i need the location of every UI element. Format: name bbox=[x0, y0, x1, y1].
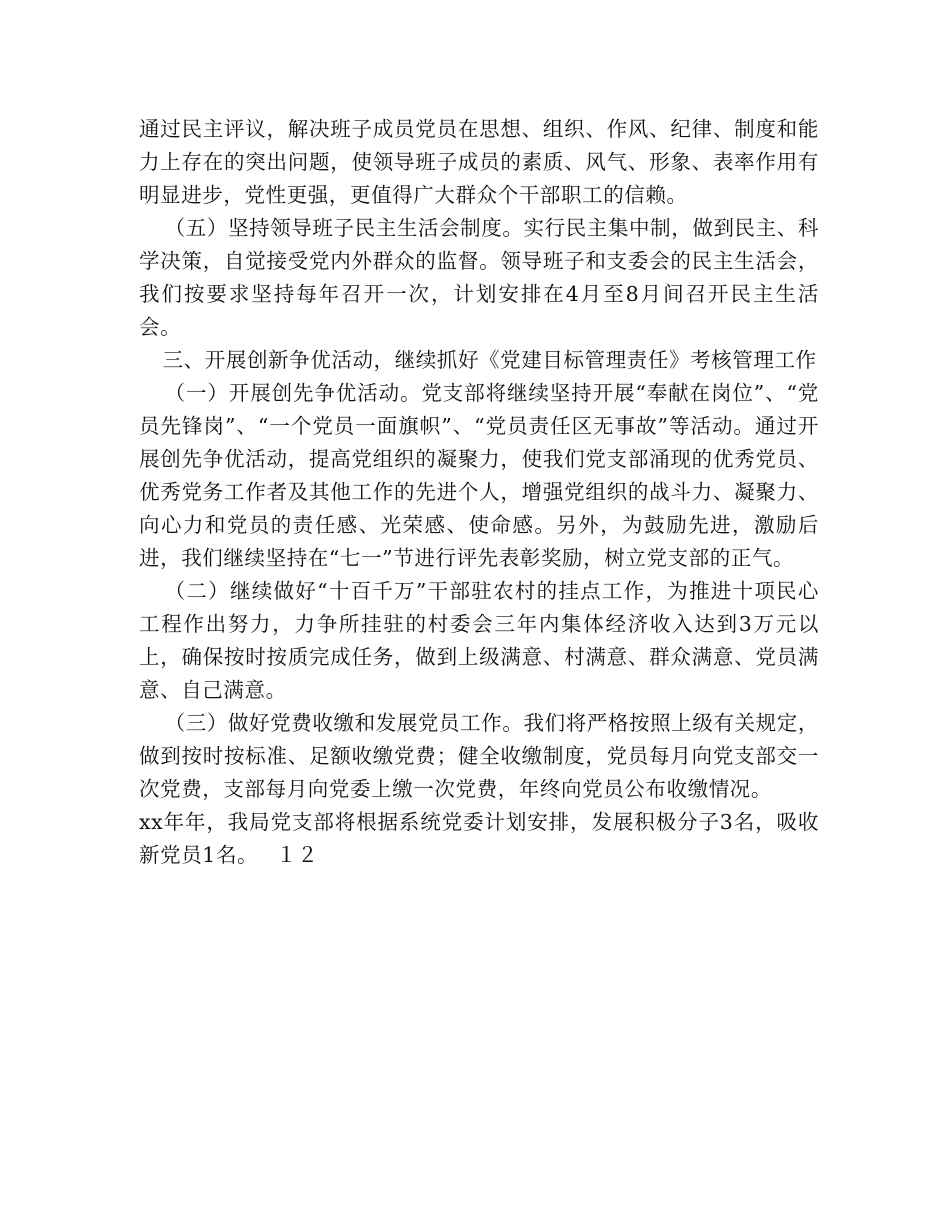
paragraph-item-two: （二）继续做好“十百千万”干部驻农村的挂点工作，为推进十项民心工程作出努力，力争所挂驻的村委会三年内集体经济收入达到3万元以上，确保按时按质完成任务，做到上级满意、村满意、群众满意、党员满意、自己满意。 bbox=[139, 579, 819, 702]
paragraph-final bbox=[139, 806, 819, 872]
paragraph-item-one: （一）开展创先争优活动。党支部将继续坚持开展“奉献在岗位”、“党员先锋岗”、“一个党员一面旗帜”、“党员责任区无事故”等活动。通过开展创先争优活动，提高党组织的凝聚力，使我们党支部涌现的优秀党员、优秀党务工作者及其他工作的先进个人，增强党组织的战斗力、凝聚力、向心力和党员的责任感、光荣感、使命感。另外，为鼓励先进，激励后进，我们继续坚持在“七一”节进行评先表彰奖励，树立党支部的正气。 bbox=[139, 381, 819, 570]
paragraph-democratic-review: 通过民主评议，解决班子成员党员在思想、组织、作风、纪律、制度和能力上存在的突出问题，使领导班子成员的素质、风气、形象、表率作用有明显进步，党性更强，更值得广大群众个干部职工的信赖。 bbox=[139, 117, 819, 207]
section-heading-three: 三、开展创新争优活动，继续抓好《党建目标管理责任》考核管理工作 bbox=[162, 348, 817, 372]
paragraph-item-five: （五）坚持领导班子民主生活会制度。实行民主集中制，做到民主、科学决策，自觉接受党内外群众的监督。领导班子和支委会的民主生活会，我们按要求坚持每年召开一次，计划安排在4月至8月间召开民主生活会。 bbox=[139, 216, 819, 339]
page-marker: １２ bbox=[276, 843, 319, 867]
document-body bbox=[139, 113, 819, 872]
paragraph-final-text: xx年年，我局党支部将根据系统党委计划安排，发展积极分子3名，吸收新党员1名。 bbox=[139, 810, 819, 867]
paragraph-item-three: （三）做好党费收缴和发展党员工作。我们将严格按照上级有关规定，做到按时按标准、足额收缴党费；健全收缴制度，党员每月向党支部交一次党费，支部每月向党委上缴一次党费，年终向党员公布收缴情况。 bbox=[139, 711, 819, 801]
